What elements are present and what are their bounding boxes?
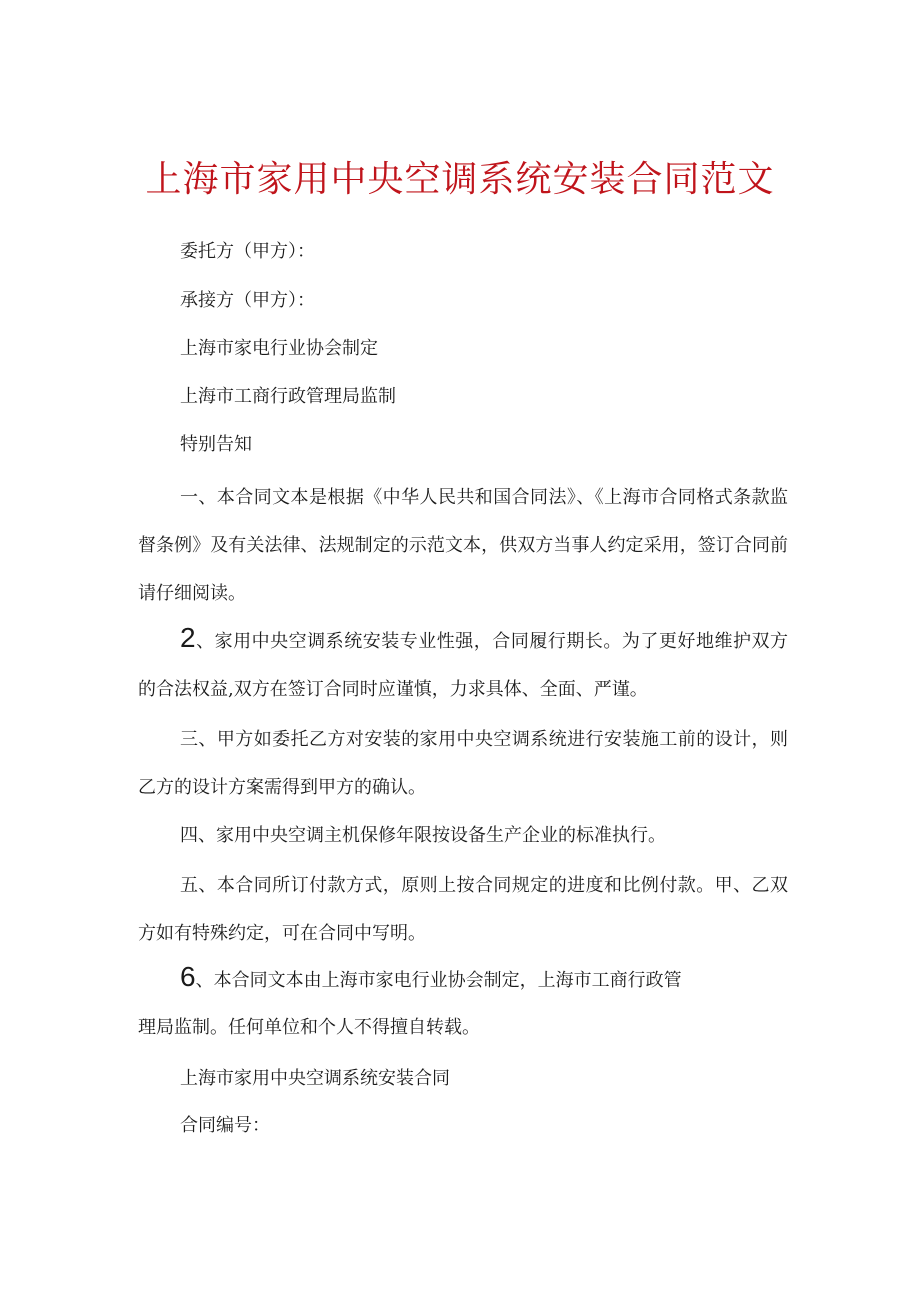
notice-number: 6 bbox=[180, 961, 196, 992]
notice-item-5 bbox=[138, 858, 788, 958]
notice-item-2 bbox=[138, 614, 788, 714]
notice-text: 三、甲方如委托乙方对安装的家用中央空调系统进行安装施工前的设计，则乙方的设计方案需得到甲方的确认。 bbox=[138, 729, 788, 798]
notice-item-3 bbox=[138, 712, 788, 812]
notice-item-6-continuation: 理局监制。任何单位和个人不得擅自转载。 bbox=[138, 1017, 480, 1038]
notice-item-4 bbox=[138, 808, 788, 860]
supervised-by-line: 上海市工商行政管理局监制 bbox=[180, 386, 396, 407]
contract-name-line: 上海市家用中央空调系统安装合同 bbox=[180, 1068, 450, 1089]
notice-item-6 bbox=[138, 953, 788, 1005]
notice-text: 、本合同文本由上海市家电行业协会制定，上海市工商行政管 bbox=[195, 970, 682, 991]
notice-item-1 bbox=[138, 470, 788, 618]
contract-number-line: 合同编号： bbox=[180, 1115, 270, 1136]
document-title: 上海市家用中央空调系统安装合同范文 bbox=[145, 159, 775, 200]
notice-text: 、家用中央空调系统安装专业性强，合同履行期长。为了更好地维护双方的合法权益,双方在签订合同时应谨慎，力求具体、全面、严谨。 bbox=[138, 631, 788, 700]
notice-text: 五、本合同所订付款方式，原则上按合同规定的进度和比例付款。甲、乙双方如有特殊约定，可在合同中写明。 bbox=[138, 875, 788, 944]
contractor-party-line: 承接方（甲方）： bbox=[180, 290, 315, 311]
client-party-line: 委托方（甲方）： bbox=[180, 241, 315, 262]
notice-text: 一、本合同文本是根据《中华人民共和国合同法》、《上海市合同格式条款监督条例》及有关法律、法规制定的示范文本，供双方当事人约定采用，签订合同前请仔细阅读。 bbox=[138, 487, 788, 604]
drafted-by-line: 上海市家电行业协会制定 bbox=[180, 338, 378, 359]
notice-number: 2 bbox=[180, 622, 196, 653]
notice-text: 四、家用中央空调主机保修年限按设备生产企业的标准执行。 bbox=[180, 825, 666, 846]
special-notice-heading: 特别告知 bbox=[180, 434, 252, 455]
